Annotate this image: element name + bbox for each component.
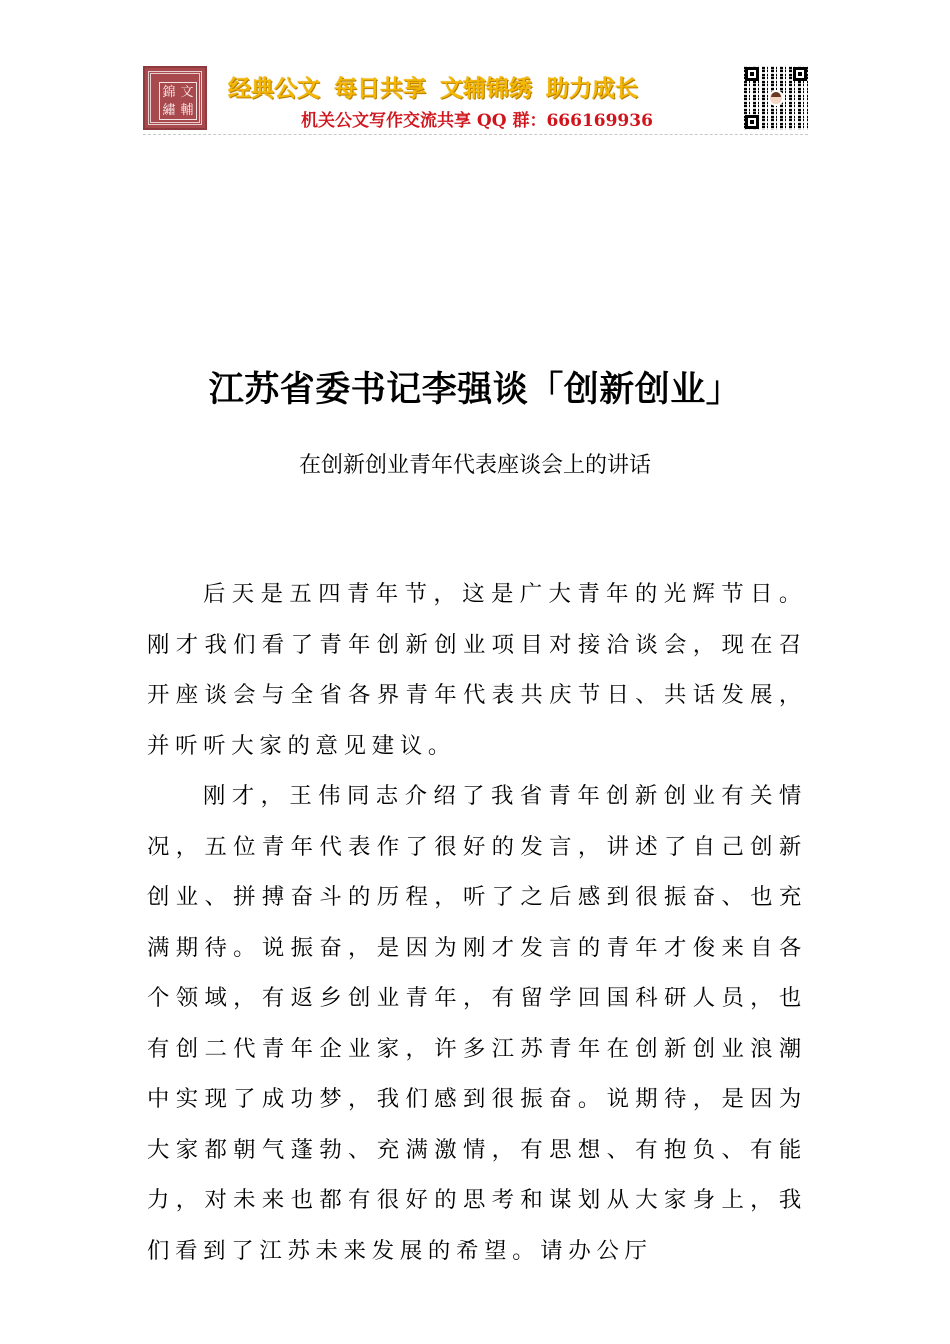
body-paragraph: 后天是五四青年节，这是广大青年的光辉节日。刚才我们看了青年创新创业项目对接洽谈会，现在召开座谈会与全省各界青年代表共庆节日、共话发展，并听听大家的意见建议。 <box>147 581 807 759</box>
seal-char: 文 <box>180 84 194 100</box>
qr-finder <box>745 67 759 81</box>
slogan-phrase: 助力成长 <box>546 76 638 102</box>
seal-char: 繡 <box>162 102 176 118</box>
slogan-phrase: 文辅锦绣 <box>440 76 532 102</box>
qr-finder <box>745 115 759 129</box>
qr-avatar-icon <box>768 90 784 106</box>
header-banner <box>143 66 808 132</box>
document-title: 江苏省委书记李强谈「创新创业」 <box>208 369 742 410</box>
seal-char: 輔 <box>180 102 194 118</box>
seal-char: 錦 <box>162 84 176 100</box>
qr-finder <box>793 67 807 81</box>
header-divider <box>143 134 808 135</box>
document-body <box>147 569 807 1276</box>
qr-code-icon <box>744 66 808 130</box>
seal-inner <box>159 82 197 120</box>
body-paragraph: 刚才，王伟同志介绍了我省青年创新创业有关情况，五位青年代表作了很好的发言，讲述了自己创新创业、拼搏奋斗的历程，听了之后感到很振奋、也充满期待。说振奋，是因为刚才发言的青年才俊来自各个领域，有返乡创业青年，有留学回国科研人员，也有创二代青年企业家，许多江苏青年在创新创业浪潮中实现了成功梦，我们感到很振奋。说期待，是因为大家都朝气蓬勃、充满激情，有思想、有抱负、有能力，对未来也都有很好的思考和谋划从大家身上，我们看到了江苏未来发展的希望。请办公厅 <box>147 783 807 1264</box>
qq-group-line: 机关公文写作交流共享 QQ 群：666169936 <box>301 111 653 131</box>
banner-slogan <box>228 70 638 103</box>
slogan-phrase: 每日共享 <box>334 76 426 102</box>
document-subtitle: 在创新创业青年代表座谈会上的讲话 <box>298 453 651 478</box>
seal-logo <box>143 66 207 130</box>
slogan-phrase: 经典公文 <box>228 76 320 102</box>
